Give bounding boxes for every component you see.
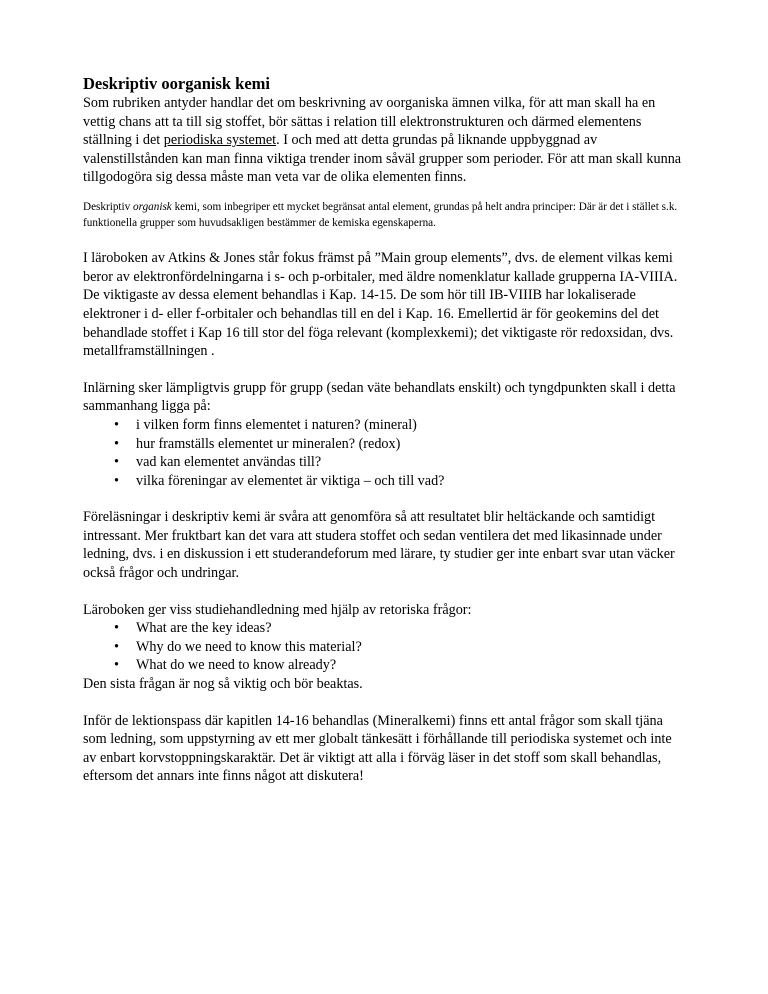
learning-paragraph: Inlärning sker lämpligtvis grupp för grupp (sedan väte behandlats enskilt) och tyngdpunkten skall i detta sammanhang ligga på: — [83, 379, 676, 415]
list-item-text: What do we need to know already? — [136, 657, 337, 674]
bullet-icon: • — [114, 472, 119, 489]
list-item — [83, 453, 683, 472]
list-item-text: What are the key ideas? — [136, 620, 272, 637]
note-emphasis: organisk — [133, 200, 172, 213]
bullet-icon: • — [114, 454, 119, 471]
list-item-text: i vilken form finns elementet i naturen? (mineral) — [136, 416, 417, 433]
textbook-paragraph: I läroboken av Atkins & Jones står fokus främst på ”Main group elements”, dvs. de element vilkas kemi beror av elektronfördelningarna i s- och p-orbitaler, med äldre nomenklatur kallade grupperna IA-VIIIA. De viktigaste av dessa element behandlas i Kap. 14-15. De som hör till IB-VIIIB har lokaliserade elektroner i d- eller f-orbitaler och behandlas till en del i Kap. 16. Emellertid är för geokemins del det behandlade stoffet i Kap 16 till stor del föga relevant (komplexkemi); det viktigaste rör redoxsidan, dvs. metallframställningen . — [83, 250, 678, 360]
list-item-text: vad kan elementet användas till? — [136, 454, 322, 471]
focus-list — [83, 416, 683, 490]
questions-list — [83, 619, 683, 675]
list-item — [83, 416, 683, 435]
list-item — [83, 638, 683, 657]
bullet-icon: • — [114, 435, 119, 452]
list-item-text: hur framställs elementet ur mineralen? (redox) — [136, 435, 401, 452]
bullet-icon: • — [114, 620, 119, 637]
list-item — [83, 619, 683, 638]
list-item-text: Why do we need to know this material? — [136, 638, 362, 655]
last-question-note: Den sista frågan är nog så viktig och bör beaktas. — [83, 676, 363, 693]
list-item — [83, 435, 683, 454]
document-page — [83, 74, 683, 786]
intro-text-end: . I och med att detta grundas på liknande uppbyggnad av valenstillstånden kan man finna viktiga trender inom såväl grupper som perioder. För att man skall kunna tillgodogöra sig dessa måste man veta var de olika elementen finns. — [83, 132, 682, 186]
bullet-icon: • — [114, 657, 119, 674]
note-text-end: kemi, som inbegriper ett mycket begränsat antal element, grundas på helt andra principer: Där är det i stället s.k. funktionella grupper som huvudsakligen bestämmer de kemiska egenskaperna. — [83, 200, 678, 229]
list-item-text: vilka föreningar av elementet är viktiga – och till vad? — [136, 472, 445, 489]
bullet-icon: • — [114, 638, 119, 655]
list-item — [83, 472, 683, 491]
lectures-paragraph: Föreläsningar i deskriptiv kemi är svåra att genomföra så att resultatet blir heltäckande och samtidigt intressant. Mer fruktbart kan det vara att studera stoffet och sedan ventilera det med likasinnade under ledning, dvs. i en diskussion i ett studerandeforum med lärare, ty studier ger inte enbart svar utan väcker också frågor och undringar. — [83, 509, 675, 582]
periodic-table-link[interactable]: periodiska systemet — [163, 132, 277, 149]
organic-note — [83, 200, 683, 231]
lessons-paragraph: Inför de lektionspass där kapitlen 14-16 behandlas (Mineralkemi) finns ett antal frågor som skall tjäna som ledning, som uppstyrning av ett mer globalt tänkesätt i förhållande till periodiska systemet och inte av enbart korvstoppningskaraktär. Det är viktigt att alla i förväg läser in det stoff som skall behandlas, eftersom det annars inte finns något att diskutera! — [83, 712, 672, 785]
note-text: Deskriptiv — [83, 200, 134, 213]
page-title: Deskriptiv oorganisk kemi — [83, 74, 271, 93]
bullet-icon: • — [114, 416, 119, 433]
list-item — [83, 656, 683, 675]
study-guide-paragraph: Läroboken ger viss studiehandledning med hjälp av retoriska frågor: — [83, 601, 472, 618]
intro-paragraph — [83, 94, 683, 187]
intro-text: Som rubriken antyder handlar det om beskrivning av oorganiska ämnen vilka, för att man skall ha en vettig chans att ta till sig stoffet, bör sättas i relation till elektronstrukturen och därmed elementens ställning i det — [83, 95, 656, 149]
